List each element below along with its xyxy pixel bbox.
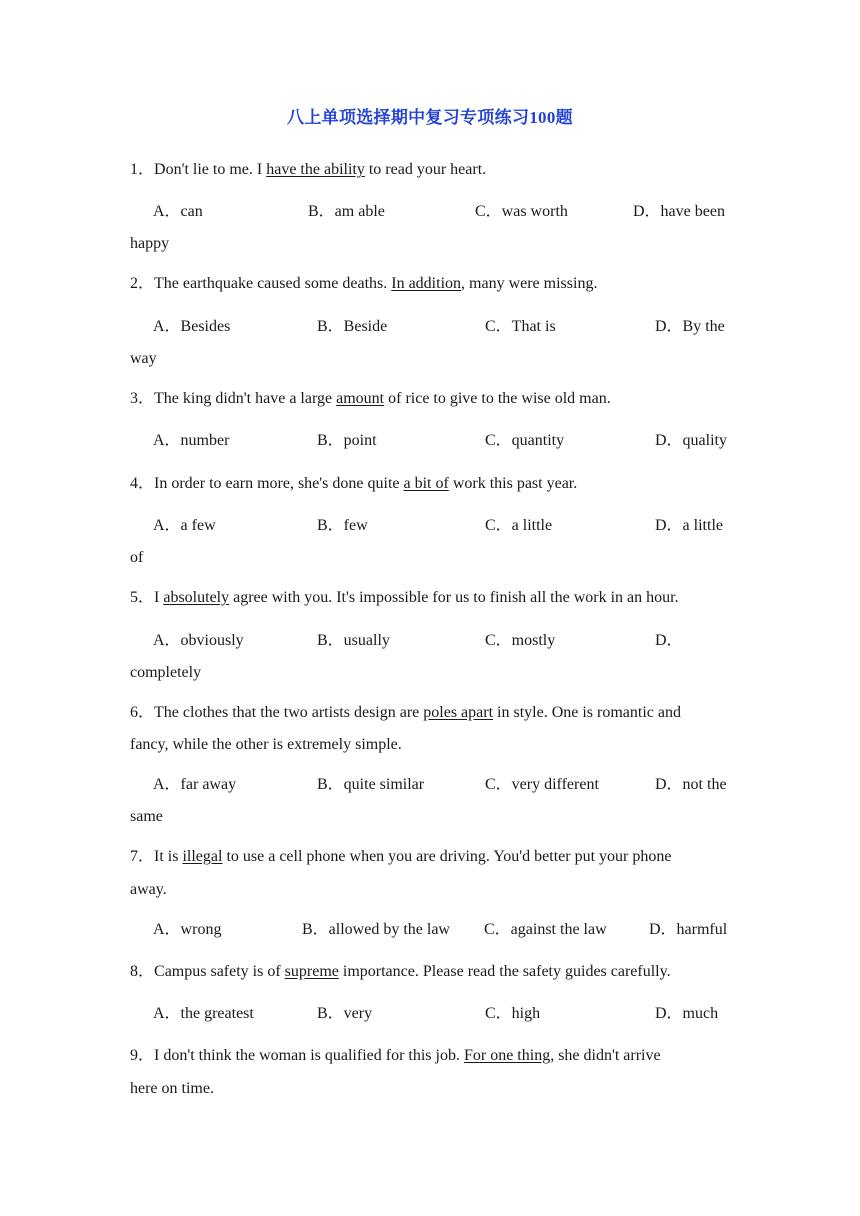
question-number: 6．: [130, 704, 155, 721]
underlined-phrase: supreme: [284, 963, 339, 980]
question-number: 9．: [130, 1047, 155, 1064]
underlined-phrase: absolutely: [163, 589, 230, 606]
question-5-stem: 5．I absolutely agree with you. It's impossible for us to finish all the work in an hour.: [130, 589, 679, 606]
underlined-phrase: For one thing: [463, 1047, 551, 1064]
question-number: 2．: [130, 275, 155, 292]
q3-option-c[interactable]: C．quantity: [485, 432, 565, 449]
question-2-stem: 2．The earthquake caused some deaths. In addition, many were missing.: [130, 275, 598, 292]
q7-option-b[interactable]: B．allowed by the law: [302, 921, 450, 938]
q6-option-wrap: same: [130, 808, 163, 825]
question-number: 8．: [130, 963, 155, 980]
underlined-phrase: illegal: [182, 848, 223, 865]
q7-option-a[interactable]: A．wrong: [153, 921, 222, 938]
q7-option-c[interactable]: C．against the law: [484, 921, 607, 938]
q2-option-d[interactable]: D．By the: [655, 318, 725, 335]
q4-option-wrap: of: [130, 549, 144, 566]
q5-option-b[interactable]: B．usually: [317, 632, 390, 649]
q4-option-b[interactable]: B．few: [317, 517, 368, 534]
q5-option-wrap: completely: [130, 664, 202, 681]
question-7-stem: 7．It is illegal to use a cell phone when you are driving. You'd better put your phone: [130, 848, 672, 865]
q1-option-b[interactable]: B．am able: [308, 203, 385, 220]
question-3-stem: 3．The king didn't have a large amount of rice to give to the wise old man.: [130, 390, 611, 407]
question-1-stem: 1．Don't lie to me. I have the ability to read your heart.: [130, 161, 487, 178]
question-9-stem: 9．I don't think the woman is qualified for this job. For one thing, she didn't arrive: [130, 1047, 661, 1064]
q5-option-d[interactable]: D．: [655, 632, 683, 649]
question-6-continued: fancy, while the other is extremely simple.: [130, 736, 402, 753]
question-number: 5．: [130, 589, 155, 606]
q6-option-c[interactable]: C．very different: [485, 776, 599, 793]
q6-option-a[interactable]: A．far away: [153, 776, 237, 793]
question-4-stem: 4．In order to earn more, she's done quite a bit of work this past year.: [130, 475, 578, 492]
q2-option-a[interactable]: A．Besides: [153, 318, 231, 335]
underlined-phrase: have the ability: [266, 161, 365, 178]
q1-option-wrap: happy: [130, 235, 170, 252]
underlined-phrase: a bit of: [403, 475, 449, 492]
q2-option-b[interactable]: B．Beside: [317, 318, 388, 335]
q1-option-d[interactable]: D．have been: [633, 203, 725, 220]
q8-option-a[interactable]: A．the greatest: [153, 1005, 254, 1022]
q5-option-c[interactable]: C．mostly: [485, 632, 556, 649]
question-number: 3．: [130, 390, 155, 407]
question-number: 4．: [130, 475, 155, 492]
question-7-continued: away.: [130, 881, 167, 898]
q8-option-c[interactable]: C．high: [485, 1005, 541, 1022]
q4-option-d[interactable]: D．a little: [655, 517, 723, 534]
q6-option-b[interactable]: B．quite similar: [317, 776, 425, 793]
question-6-stem: 6．The clothes that the two artists design are poles apart in style. One is romantic and: [130, 704, 681, 721]
q7-option-d[interactable]: D．harmful: [649, 921, 728, 938]
underlined-phrase: In addition: [391, 275, 462, 292]
question-number: 7．: [130, 848, 155, 865]
q1-option-c[interactable]: C．was worth: [475, 203, 568, 220]
q8-option-b[interactable]: B．very: [317, 1005, 373, 1022]
underlined-phrase: amount: [336, 390, 385, 407]
q2-option-c[interactable]: C．That is: [485, 318, 556, 335]
question-number: 1．: [130, 161, 155, 178]
underlined-phrase: poles apart: [423, 704, 494, 721]
question-9-continued: here on time.: [130, 1080, 214, 1097]
q6-option-d[interactable]: D．not the: [655, 776, 727, 793]
q5-option-a[interactable]: A．obviously: [153, 632, 244, 649]
q3-option-a[interactable]: A．number: [153, 432, 230, 449]
q4-option-c[interactable]: C．a little: [485, 517, 553, 534]
q1-option-a[interactable]: A．can: [153, 203, 203, 220]
q8-option-d[interactable]: D．much: [655, 1005, 719, 1022]
question-8-stem: 8．Campus safety is of supreme importance. Please read the safety guides carefully.: [130, 963, 671, 980]
q4-option-a[interactable]: A．a few: [153, 517, 216, 534]
document-title: 八上单项选择期中复习专项练习100题: [287, 108, 573, 127]
q3-option-d[interactable]: D．quality: [655, 432, 727, 449]
q3-option-b[interactable]: B．point: [317, 432, 377, 449]
q2-option-wrap: way: [130, 350, 157, 367]
